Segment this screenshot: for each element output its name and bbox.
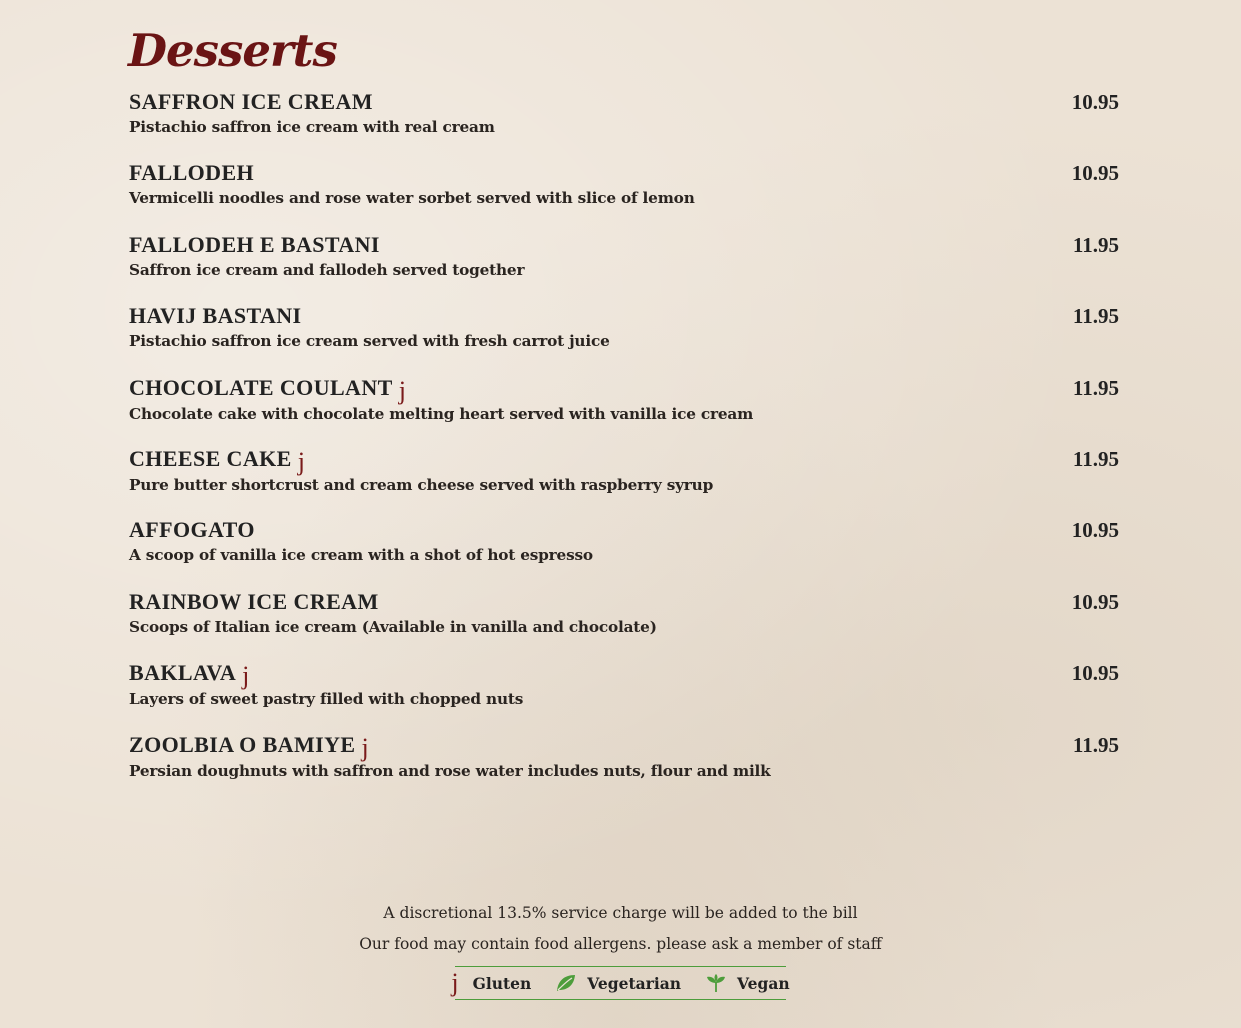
gluten-icon: j	[361, 732, 369, 762]
menu-item-description: A scoop of vanilla ice cream with a shot of hot espresso	[129, 546, 593, 565]
service-charge-note: A discretional 13.5% service charge will be added to the bill	[383, 904, 858, 922]
menu-item-name: ZOOLBIA O BAMIYE	[129, 731, 356, 757]
legend-vegan-label: Vegan	[737, 973, 790, 993]
menu-item-heading	[129, 516, 1119, 544]
menu-item	[129, 231, 1119, 302]
menu-item-name: HAVIJ BASTANI	[129, 303, 302, 329]
gluten-icon: j	[398, 375, 406, 405]
menu-item	[129, 302, 1119, 373]
menu-item	[129, 88, 1119, 159]
menu-item	[129, 374, 1119, 445]
menu-title: Desserts	[128, 24, 337, 77]
menu-item-heading	[129, 231, 1119, 259]
menu-item-name: CHOCOLATE COULANT	[129, 374, 393, 400]
menu-item-description: Persian doughnuts with saffron and rose water includes nuts, flour and milk	[129, 761, 771, 780]
menu-item-price: 10.95	[1071, 161, 1119, 186]
menu-item-price: 10.95	[1071, 589, 1119, 614]
legend-vegetarian-label: Vegetarian	[587, 973, 682, 993]
menu-item-heading	[129, 445, 1119, 474]
menu-item-description: Saffron ice cream and fallodeh served together	[129, 260, 525, 279]
menu-item-price: 11.95	[1072, 232, 1119, 257]
menu-item-heading	[129, 588, 1119, 616]
menu-item	[129, 731, 1119, 802]
menu-item-price: 10.95	[1071, 90, 1119, 114]
menu-item	[129, 159, 1119, 230]
gluten-icon: j	[451, 968, 459, 997]
menu-item	[129, 516, 1119, 587]
menu-item	[129, 445, 1119, 516]
menu-item-name: FALLODEH	[129, 160, 255, 186]
menu-item-description: Pistachio saffron ice cream with real cream	[129, 118, 495, 136]
menu-item-price: 10.95	[1071, 661, 1119, 686]
menu-item-description: Layers of sweet pastry filled with chopped nuts	[129, 690, 524, 709]
sprout-icon	[705, 973, 727, 993]
menu-item-heading	[129, 659, 1119, 691]
menu-item-description: Vermicelli noodles and rose water sorbet served with slice of lemon	[129, 189, 695, 208]
menu-item-name: AFFOGATO	[129, 517, 255, 543]
menu-item-heading	[129, 302, 1119, 330]
menu-item-name: SAFFRON ICE CREAM	[129, 89, 373, 114]
dietary-legend	[451, 966, 790, 1000]
menu-item-description: Pistachio saffron ice cream served with fresh carrot juice	[129, 332, 610, 351]
allergen-note: Our food may contain food allergens. please ask a member of staff	[359, 935, 882, 953]
leaf-icon	[555, 973, 577, 993]
menu-item-description: Pure butter shortcrust and cream cheese served with raspberry syrup	[129, 475, 714, 494]
menu-item-heading	[129, 88, 1119, 116]
menu-item-description: Scoops of Italian ice cream (Available in vanilla and chocolate)	[129, 617, 657, 636]
gluten-icon: j	[297, 446, 305, 476]
dessert-menu-list	[129, 88, 1119, 802]
menu-item	[129, 659, 1119, 730]
menu-item	[129, 588, 1119, 659]
menu-item-heading	[129, 159, 1119, 187]
menu-item-price: 11.95	[1072, 446, 1119, 471]
menu-item-name: FALLODEH E BASTANI	[129, 231, 380, 257]
menu-item-heading	[129, 731, 1119, 760]
menu-item-name: BAKLAVA	[129, 660, 237, 686]
menu-item-price: 10.95	[1071, 518, 1119, 543]
legend-gluten-label: Gluten	[472, 973, 532, 993]
menu-item-name: RAINBOW ICE CREAM	[129, 588, 379, 614]
menu-item-price: 11.95	[1072, 375, 1119, 400]
menu-item-name: CHEESE CAKE	[129, 445, 292, 471]
menu-item-price: 11.95	[1072, 732, 1119, 757]
menu-item-heading	[129, 374, 1119, 403]
gluten-icon: j	[242, 661, 250, 691]
menu-item-description: Chocolate cake with chocolate melting heart served with vanilla ice cream	[129, 404, 754, 423]
menu-item-price: 11.95	[1072, 304, 1119, 329]
